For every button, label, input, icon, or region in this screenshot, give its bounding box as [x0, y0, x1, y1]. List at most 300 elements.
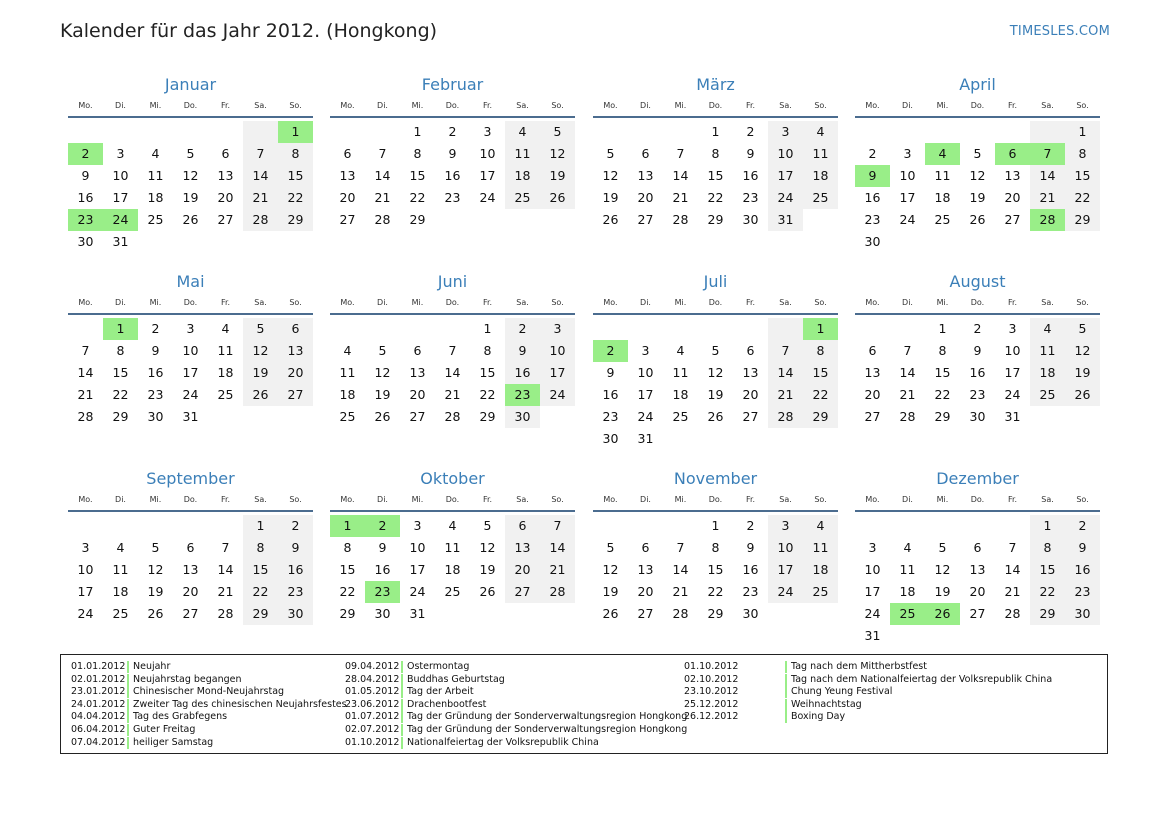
weekday-header [593, 97, 838, 113]
day-cell: 20 [742, 387, 759, 402]
weekday-label: So. [289, 297, 302, 307]
day-cell: 10 [409, 540, 426, 555]
empty-cell [470, 603, 505, 625]
day-cell: 31 [864, 628, 881, 643]
week-row [68, 209, 313, 231]
holiday-day-cell: 2 [593, 340, 628, 362]
weekday-header [855, 491, 1100, 507]
day-cell: 25 [217, 387, 234, 402]
holiday-marker [401, 661, 403, 673]
holiday-name: Tag der Gründung der Sonderverwaltungsregion Hongkong [407, 723, 688, 735]
week-row [855, 187, 1100, 209]
day-cell: 16 [374, 562, 391, 577]
weekday-label: Mi. [149, 100, 162, 110]
month-november [593, 467, 838, 625]
holiday-entry [345, 699, 687, 712]
holiday-date: 02.07.2012 [345, 723, 400, 735]
day-cell: 16 [742, 562, 759, 577]
empty-cell [173, 121, 208, 143]
week-row [593, 143, 838, 165]
day-cell: 7 [378, 146, 387, 161]
day-cell: 21 [672, 190, 689, 205]
weekday-label: Fr. [482, 100, 493, 110]
day-cell: 16 [742, 168, 759, 183]
holiday-day-cell: 1 [330, 515, 365, 537]
day-cell: 26 [707, 409, 724, 424]
weekday-label: Do. [183, 494, 198, 504]
day-cell: 26 [479, 584, 496, 599]
day-cell: 16 [444, 168, 461, 183]
day-cell: 25 [339, 409, 356, 424]
empty-cell [768, 318, 803, 340]
day-cell: 12 [479, 540, 496, 555]
month-juli [593, 270, 838, 450]
empty-cell [330, 318, 365, 340]
day-cell: 10 [112, 168, 129, 183]
weekday-label: Fr. [745, 494, 756, 504]
day-cell: 24 [182, 387, 199, 402]
day-cell: 9 [1065, 537, 1100, 559]
day-cell: 3 [768, 515, 803, 537]
weekday-label: Fr. [220, 100, 231, 110]
weekday-label: Mo. [340, 494, 355, 504]
holiday-column [345, 661, 687, 749]
week-row [855, 603, 1100, 625]
day-cell: 10 [899, 168, 916, 183]
day-cell: 28 [217, 606, 234, 621]
day-cell: 2 [973, 321, 982, 336]
empty-cell [890, 625, 925, 647]
holiday-entry [345, 686, 687, 699]
holiday-entry [71, 711, 347, 724]
day-cell: 21 [768, 384, 803, 406]
month-divider [855, 313, 1100, 315]
day-cell: 20 [339, 190, 356, 205]
day-cell: 13 [339, 168, 356, 183]
weekday-label: Mi. [674, 494, 687, 504]
day-cell: 29 [803, 406, 838, 428]
holiday-name: Boxing Day [791, 711, 846, 723]
day-cell: 22 [112, 387, 129, 402]
weekday-label: Sa. [779, 297, 792, 307]
holiday-name: Tag nach dem Nationalfeiertag der Volksrepublik China [791, 673, 1053, 685]
day-cell: 16 [969, 365, 986, 380]
day-cell: 20 [505, 559, 540, 581]
day-cell: 25 [505, 187, 540, 209]
empty-cell [960, 625, 995, 647]
weekday-label: Di. [115, 297, 126, 307]
day-cell: 18 [1030, 362, 1065, 384]
weekday-label: Mi. [674, 297, 687, 307]
empty-cell [243, 406, 278, 428]
day-cell: 20 [969, 584, 986, 599]
empty-cell [1065, 231, 1100, 253]
day-cell: 21 [374, 190, 391, 205]
day-cell: 15 [803, 362, 838, 384]
weekday-label: Mi. [411, 494, 424, 504]
empty-cell [593, 318, 628, 340]
weekday-label: Mi. [149, 297, 162, 307]
day-cell: 20 [278, 362, 313, 384]
week-row [330, 209, 575, 231]
day-cell: 31 [637, 431, 654, 446]
empty-cell [768, 428, 803, 450]
day-cell: 6 [278, 318, 313, 340]
day-cell: 24 [479, 190, 496, 205]
week-row [68, 537, 313, 559]
day-cell: 9 [378, 540, 387, 555]
weekday-label: Mo. [340, 297, 355, 307]
day-cell: 25 [803, 187, 838, 209]
month-name: Februar [421, 75, 484, 94]
day-cell: 19 [243, 362, 278, 384]
month-mai [68, 270, 313, 428]
weekday-label: Fr. [482, 494, 493, 504]
holiday-column [684, 661, 1052, 724]
empty-cell [400, 318, 435, 340]
week-row [593, 428, 838, 450]
day-cell: 5 [243, 318, 278, 340]
day-cell: 3 [903, 146, 912, 161]
day-cell: 25 [1030, 384, 1065, 406]
month-oktober [330, 467, 575, 625]
day-cell: 30 [278, 603, 313, 625]
week-row [68, 384, 313, 406]
day-cell: 22 [1030, 581, 1065, 603]
day-cell: 7 [1008, 540, 1017, 555]
week-row [330, 515, 575, 537]
empty-cell [243, 121, 278, 143]
weekday-label: Fr. [220, 494, 231, 504]
week-row [68, 581, 313, 603]
week-row [855, 406, 1100, 428]
holiday-name: Tag des Grabfegens [133, 711, 228, 723]
day-cell: 26 [147, 606, 164, 621]
day-cell: 20 [1004, 190, 1021, 205]
day-cell: 30 [742, 212, 759, 227]
weekday-label: So. [551, 100, 564, 110]
day-cell: 23 [278, 581, 313, 603]
day-cell: 7 [903, 343, 912, 358]
day-cell: 12 [243, 340, 278, 362]
week-row [855, 121, 1100, 143]
week-row [855, 165, 1100, 187]
day-cell: 4 [505, 121, 540, 143]
day-cell: 17 [540, 362, 575, 384]
holiday-marker [401, 711, 403, 723]
day-cell: 13 [217, 168, 234, 183]
holiday-name: Nationalfeiertag der Volksrepublik China [407, 736, 599, 748]
week-row [855, 515, 1100, 537]
day-cell: 12 [374, 365, 391, 380]
holiday-entry [71, 686, 347, 699]
day-cell: 18 [899, 584, 916, 599]
day-cell: 4 [343, 343, 352, 358]
month-divider [330, 510, 575, 512]
holiday-day-cell: 24 [103, 209, 138, 231]
week-row [330, 603, 575, 625]
weekday-label: Mo. [78, 297, 93, 307]
day-cell: 2 [448, 124, 457, 139]
day-cell: 5 [711, 343, 720, 358]
empty-cell [1030, 406, 1065, 428]
weekday-label: Mo. [865, 297, 880, 307]
day-cell: 22 [1065, 187, 1100, 209]
empty-cell [855, 318, 890, 340]
day-cell: 26 [1065, 384, 1100, 406]
day-cell: 11 [147, 168, 164, 183]
holiday-legend [60, 654, 1108, 754]
weekday-label: Do. [708, 100, 723, 110]
month-name: Oktober [420, 469, 485, 488]
month-märz [593, 73, 838, 231]
weekday-label: Mi. [936, 297, 949, 307]
week-row [855, 581, 1100, 603]
week-row [68, 515, 313, 537]
holiday-date: 01.01.2012 [71, 661, 126, 672]
day-cell: 25 [444, 584, 461, 599]
holiday-entry [71, 737, 347, 750]
empty-cell [1030, 231, 1065, 253]
day-cell: 8 [803, 340, 838, 362]
day-cell: 8 [278, 143, 313, 165]
empty-cell [278, 406, 313, 428]
day-cell: 10 [864, 562, 881, 577]
week-row [593, 559, 838, 581]
day-cell: 11 [112, 562, 129, 577]
day-cell: 16 [77, 190, 94, 205]
day-cell: 13 [637, 562, 654, 577]
day-cell: 13 [637, 168, 654, 183]
holiday-date: 01.05.2012 [345, 686, 400, 698]
empty-cell [103, 515, 138, 537]
day-cell: 13 [409, 365, 426, 380]
day-cell: 13 [278, 340, 313, 362]
holiday-date: 25.12.2012 [684, 698, 739, 710]
empty-cell [733, 428, 768, 450]
month-name: März [696, 75, 735, 94]
weekday-label: Sa. [254, 100, 267, 110]
day-cell: 31 [409, 606, 426, 621]
empty-cell [698, 428, 733, 450]
day-cell: 27 [217, 212, 234, 227]
day-cell: 27 [182, 606, 199, 621]
day-cell: 9 [151, 343, 160, 358]
day-cell: 28 [1004, 606, 1021, 621]
month-name: Juni [437, 272, 468, 291]
holiday-entry [345, 661, 687, 674]
holiday-name: Tag nach dem Mittherbstfest [791, 661, 927, 672]
day-cell: 29 [1030, 603, 1065, 625]
day-cell: 15 [278, 165, 313, 187]
empty-cell [365, 121, 400, 143]
day-cell: 13 [864, 365, 881, 380]
day-cell: 4 [803, 121, 838, 143]
day-cell: 27 [637, 212, 654, 227]
month-juni [330, 270, 575, 428]
weekday-label: Mi. [149, 494, 162, 504]
day-cell: 10 [479, 146, 496, 161]
empty-cell [208, 121, 243, 143]
month-name: April [959, 75, 996, 94]
holiday-day-cell: 1 [103, 318, 138, 340]
week-row [68, 362, 313, 384]
holiday-date: 01.10.2012 [345, 736, 400, 748]
weekday-label: Sa. [516, 100, 529, 110]
weekday-header [330, 97, 575, 113]
empty-cell [208, 406, 243, 428]
day-cell: 4 [151, 146, 160, 161]
site-link[interactable]: TIMESLES.COM [1009, 24, 1110, 39]
empty-cell [103, 121, 138, 143]
empty-cell [698, 318, 733, 340]
month-dezember [855, 467, 1100, 647]
holiday-day-cell: 26 [925, 603, 960, 625]
month-september [68, 467, 313, 625]
weekday-label: So. [814, 100, 827, 110]
week-row [855, 625, 1100, 647]
empty-cell [663, 428, 698, 450]
month-name: Mai [176, 272, 205, 291]
day-cell: 18 [217, 365, 234, 380]
holiday-name: Weihnachtstag [791, 698, 862, 710]
day-cell: 22 [243, 581, 278, 603]
day-cell: 19 [182, 190, 199, 205]
day-cell: 6 [413, 343, 422, 358]
holiday-day-cell: 7 [1030, 143, 1065, 165]
day-cell: 6 [746, 343, 755, 358]
holiday-date: 23.01.2012 [71, 686, 126, 698]
empty-cell [593, 515, 628, 537]
weekday-header [855, 294, 1100, 310]
day-cell: 15 [707, 562, 724, 577]
day-cell: 23 [1065, 581, 1100, 603]
day-cell: 8 [413, 146, 422, 161]
month-januar [68, 73, 313, 253]
holiday-name: Zweiter Tag des chinesischen Neujahrsfestes [133, 698, 347, 710]
day-cell: 26 [602, 606, 619, 621]
day-cell: 12 [707, 365, 724, 380]
day-cell: 22 [409, 190, 426, 205]
empty-cell [505, 603, 540, 625]
empty-cell [208, 231, 243, 253]
week-row [68, 165, 313, 187]
weekday-label: Di. [902, 494, 913, 504]
empty-cell [593, 121, 628, 143]
month-divider [68, 313, 313, 315]
day-cell: 2 [1065, 515, 1100, 537]
day-cell: 22 [479, 387, 496, 402]
weekday-label: So. [289, 100, 302, 110]
day-cell: 24 [77, 606, 94, 621]
day-cell: 22 [707, 190, 724, 205]
day-cell: 30 [969, 409, 986, 424]
month-februar [330, 73, 575, 231]
day-cell: 24 [1004, 387, 1021, 402]
day-cell: 23 [864, 212, 881, 227]
day-cell: 1 [243, 515, 278, 537]
day-cell: 11 [505, 143, 540, 165]
week-row [855, 318, 1100, 340]
empty-cell [733, 318, 768, 340]
empty-cell [995, 515, 1030, 537]
day-cell: 20 [217, 190, 234, 205]
day-cell: 28 [77, 409, 94, 424]
day-cell: 16 [1065, 559, 1100, 581]
week-row [593, 515, 838, 537]
day-cell: 23 [602, 409, 619, 424]
day-cell: 27 [339, 212, 356, 227]
empty-cell [925, 121, 960, 143]
weekday-label: Mo. [340, 100, 355, 110]
day-cell: 21 [1004, 584, 1021, 599]
day-cell: 14 [540, 537, 575, 559]
day-cell: 18 [112, 584, 129, 599]
weekday-label: Mo. [78, 100, 93, 110]
empty-cell [960, 515, 995, 537]
holiday-marker [127, 737, 129, 749]
day-cell: 28 [540, 581, 575, 603]
day-cell: 14 [243, 165, 278, 187]
empty-cell [890, 121, 925, 143]
week-row [330, 559, 575, 581]
day-cell: 10 [182, 343, 199, 358]
empty-cell [925, 625, 960, 647]
day-cell: 21 [243, 187, 278, 209]
holiday-name: Guter Freitag [133, 723, 196, 735]
day-cell: 12 [969, 168, 986, 183]
week-row [593, 362, 838, 384]
empty-cell [855, 121, 890, 143]
day-cell: 30 [505, 406, 540, 428]
week-row [330, 121, 575, 143]
day-cell: 18 [444, 562, 461, 577]
empty-cell [173, 515, 208, 537]
month-divider [855, 510, 1100, 512]
day-cell: 4 [676, 343, 685, 358]
week-row [855, 559, 1100, 581]
day-cell: 10 [1004, 343, 1021, 358]
holiday-entry [684, 699, 1052, 712]
day-cell: 24 [637, 409, 654, 424]
weekday-label: Mo. [603, 297, 618, 307]
day-cell: 3 [81, 540, 90, 555]
day-cell: 24 [540, 384, 575, 406]
empty-cell [173, 231, 208, 253]
day-cell: 19 [1065, 362, 1100, 384]
day-cell: 31 [1004, 409, 1021, 424]
week-row [593, 340, 838, 362]
holiday-name: heiliger Samstag [133, 736, 214, 748]
day-cell: 12 [602, 168, 619, 183]
weekday-label: Mo. [78, 494, 93, 504]
day-cell: 2 [278, 515, 313, 537]
holiday-marker [785, 661, 787, 673]
day-cell: 13 [182, 562, 199, 577]
weekday-header [593, 491, 838, 507]
holiday-entry [345, 724, 687, 737]
month-divider [330, 116, 575, 118]
page-title: Kalender für das Jahr 2012. (Hongkong) [60, 20, 438, 42]
empty-cell [960, 231, 995, 253]
weekday-label: Do. [183, 100, 198, 110]
weekday-label: Mi. [936, 100, 949, 110]
day-cell: 14 [1030, 165, 1065, 187]
week-row [330, 537, 575, 559]
empty-cell [803, 603, 838, 625]
day-cell: 10 [768, 143, 803, 165]
day-cell: 29 [339, 606, 356, 621]
